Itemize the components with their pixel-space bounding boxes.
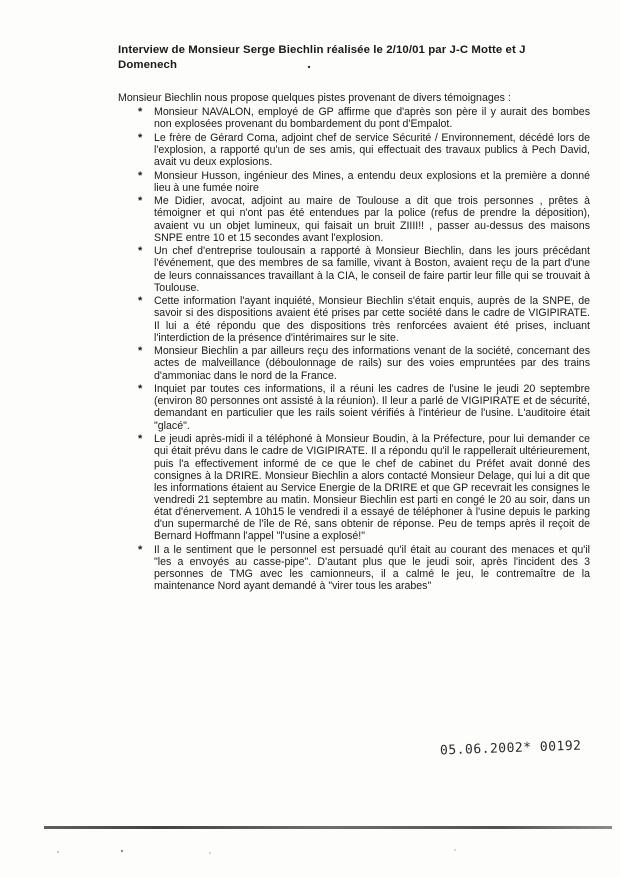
intro-paragraph: Monsieur Biechlin nous propose quelques pistes provenant de divers témoignages : — [118, 92, 511, 104]
list-item-text: Le frère de Gérard Coma, adjoint chef de service Sécurité / Environnement, décédé lors de l'explosion, a rapporté qu'un de ses amis, qui effectuait des travaux publics à Pech David, avait vu deux explosions. — [154, 131, 590, 169]
list-item-text: Inquiet par toutes ces informations, il a réuni les cadres de l'usine le jeudi 20 septembre (environ 80 personnes ont assisté à la réunion). Il leur a parlé de VIGIPIRATE et de sécurité, demandant en particulier que les rails soient vérifiés à l'intérieur de l'usine. L'auditoire était "glacé". — [154, 383, 590, 432]
list-item — [132, 345, 590, 381]
list-item-text: Cette information l'ayant inquiété, Monsieur Biechlin s'était enquis, auprès de la SNPE, de savoir si des dispositions avaient été prises par cette société dans le cadre de VIGIPIRATE. Il lui a été répondu que des dispositions très renforcées avaient été prises, incluant l'interdiction de la présence d'intérimaires sur le site. — [154, 295, 590, 344]
bullet-icon: * — [138, 433, 143, 446]
list-item — [132, 132, 590, 168]
list-item — [132, 433, 590, 542]
bullet-icon: * — [138, 245, 143, 258]
page-number-stamp: 05.06.2002* 00192 — [439, 738, 582, 759]
list-item — [132, 383, 590, 432]
document-title: Interview de Monsieur Serge Biechlin réalisée le 2/10/01 par J-C Motte et J Domenech — [118, 44, 526, 71]
list-item — [132, 170, 590, 194]
bullet-icon: * — [138, 543, 143, 556]
list-item — [132, 195, 590, 244]
list-item-text: Monsieur NAVALON, employé de GP affirme que d'après son père il y aurait des bombes non explosées provenant du bombardement du pont d'Empalot. — [154, 106, 590, 131]
list-item — [132, 295, 590, 344]
list-item-text: Un chef d'entreprise toulousain a rapporté à Monsieur Biechlin, dans les jours précédant l'événement, que des membres de sa famille, vivant à Boston, avaient reçu de la part d'une de leurs connaissances travaillant à la CIA, le conseil de faire partir leur fille qui se trouvait à Toulouse. — [154, 245, 590, 294]
testimony-list — [132, 106, 590, 594]
bullet-icon: * — [138, 131, 143, 144]
list-item-text: Il a le sentiment que le personnel est persuadé qu'il était au courant des menaces et qu'il "les a envoyés au casse-pipe". D'autant plus que le jeudi soir, après l'incident des 3 personnes de TMG avec les camionneurs, il a calmé le jeu, le contremaître de la maintenance Nord ayant demandé à "virer tous les arabes" — [154, 543, 590, 593]
bullet-icon: * — [138, 169, 143, 182]
list-item-text: Le jeudi après-midi il a téléphoné à Monsieur Boudin, à la Préfecture, pour lui demander ce qui était prévu dans le cadre de VIGIPIRATE. Il a répondu qu'il le rappellerait ultérieurement, puis l'a effectivement informé de ce que le chef de cabinet du Préfet avait donné des consignes à la DRIRE. Monsieur Biechlin a alors contacté Monsieur Delage, qui lui a dit que les informations étaient au Service Energie de la DRIRE et que GP recevrait les consignes le vendredi 21 septembre au matin. Monsieur Biechlin est parti en congé le 20 au soir, dans un état d'énervement. A 10h15 le vendredi il a essayé de téléphoner à l'usine depuis le parking d'un supermarché de l'île de Ré, sans obtenir de réponse. Peu de temps après il reçoit de Bernard Hoffmann l'appel "l'usine a explosé!" — [154, 433, 590, 543]
list-item-text: Monsieur Husson, ingénieur des Mines, a entendu deux explosions et la première a donné lieu à une fumée noire — [154, 169, 590, 194]
list-item-text: Monsieur Biechlin a par ailleurs reçu des informations venant de la société, concernant des actes de malveillance (déboulonnage de rails) sur des voies empruntées par des trains d'ammoniac dans le nord de la France. — [154, 345, 590, 382]
bullet-icon: * — [138, 195, 143, 208]
scan-edge-line — [44, 826, 612, 829]
list-item-text: Me Didier, avocat, adjoint au maire de Toulouse a dit que trois personnes , prêtes à témoigner et qui n'ont pas été entendues par la police (refus de prendre la déposition), avaient vu un objet lumineux, qui faisait un bruit ZIIII!! , passer au-dessus des maisons SNPE entre 10 et 15 secondes avant l'explosion. — [154, 195, 590, 244]
bullet-icon: * — [138, 345, 143, 358]
list-item — [132, 544, 590, 593]
list-item — [132, 245, 590, 294]
list-item — [132, 106, 590, 130]
bullet-icon: * — [138, 383, 143, 396]
bullet-icon: * — [138, 295, 143, 308]
bullet-icon: * — [138, 106, 143, 118]
